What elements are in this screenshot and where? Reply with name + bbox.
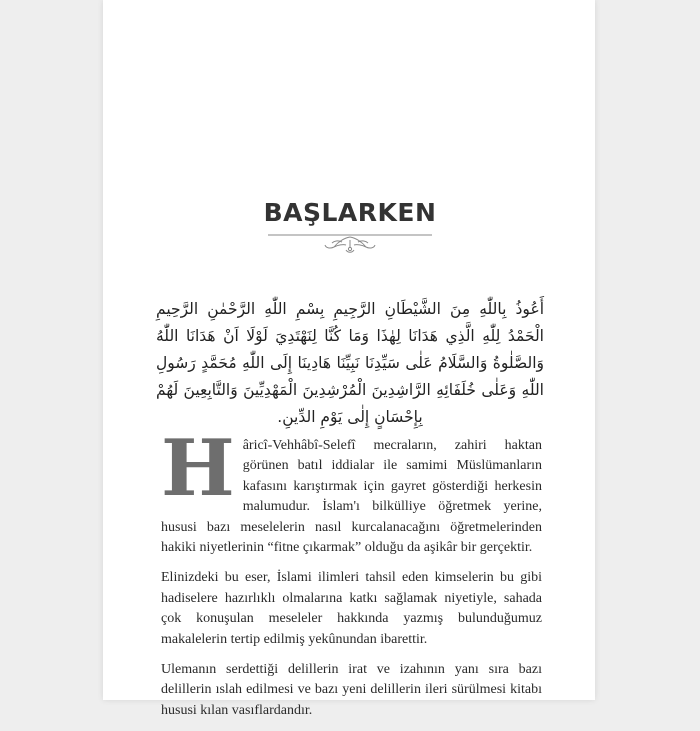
paragraph-1: [161, 423, 542, 558]
paragraph-2: Elinizdeki bu eser, İslami ilimleri tahsil eden kimselerin bu gibi hadiselere hazırlıklı olmalarına katkı sağlamak niyetiyle, sahada çok konuşulan meseleler hakkında yazmış bulunduğumuz makalelerin tertip edilmiş yekûnundan ibarettir.: [161, 570, 542, 647]
paragraph-1-text: âricî-Vehhâbî-Selefî mecraların, zahiri haktan görünen batıl iddialar ile samimi Müslümanların kafasını karıştırmak için gayret gösterdiği herkesin malumudur. İslam'ı bilkülliye öğretmek yerine, hususi bazı meselelerin nasıl kurcalanacağını öğretmelerinden hakiki niyetlerinin “fitne çıkarmak” olduğu da aşikâr bir gerçektir.: [161, 438, 542, 556]
page-title: BAŞLARKEN: [263, 198, 437, 227]
drop-cap: H: [161, 423, 235, 514]
arabic-invocation: أَعُوذُ بِاللّٰهِ مِنَ الشَّيْطَانِ الرَّجِيمِ بِسْمِ اللّٰهِ الرَّحْمٰنِ الرَّحِيمِ الْحَمْدُ لِلّٰهِ الَّذِي هَدَانَا لِهٰذَا وَمَا كُنَّا لِنَهْتَدِيَ لَوْلَا اَنْ هَدَانَا اللّٰهُ وَالصَّلٰوةُ وَالسَّلَامُ عَلٰى سَيِّدِنَا نَبِيِّنَا هَادِينَا إِلَى اللّٰهِ مُحَمَّدٍ رَسُولِ اللّٰهِ وَعَلٰى خُلَفَائِهِ الرَّاشِدِينَ الْمُرْشِدِينَ الْمَهْدِيِّينَ وَالتَّابِعِينَ لَهُمْ بِإِحْسَانٍ إِلٰى يَوْمِ الدِّينِ.: [156, 300, 544, 426]
title-ornament-divider: [268, 228, 432, 256]
body-text: [161, 423, 542, 731]
paragraph-3: Ulemanın serdettiği delillerin irat ve izahının yanı sıra bazı delillerin ıslah edilmesi ve bazı yeni delillerin ileri sürülmesi kitabı hususi kılan vasıflardandır.: [161, 662, 542, 718]
